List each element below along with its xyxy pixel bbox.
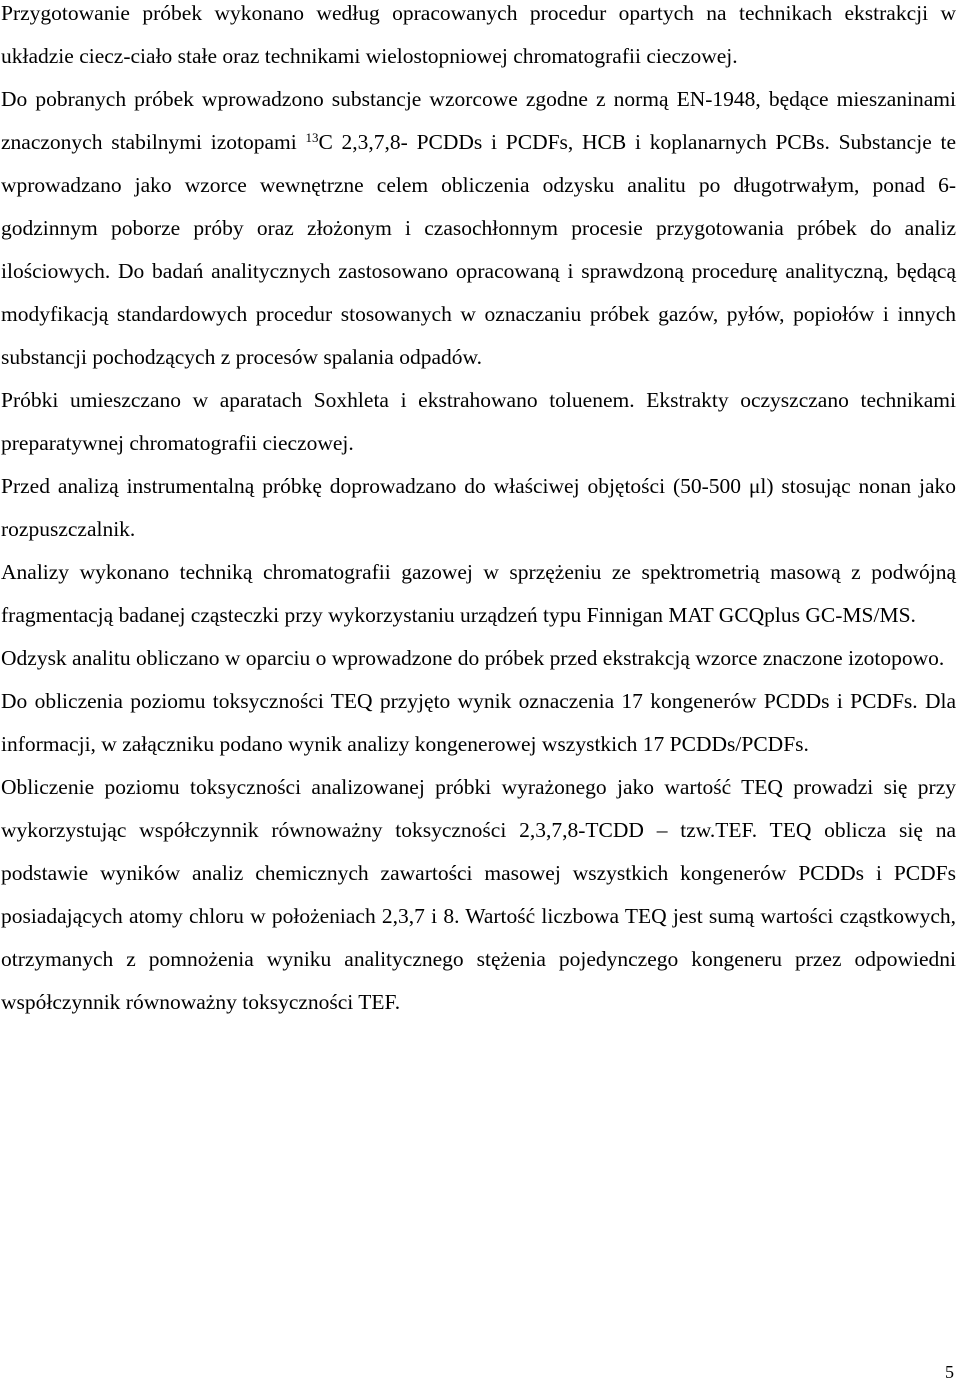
isotope-superscript: 13	[305, 130, 319, 145]
paragraph-internal-standards	[1, 78, 956, 379]
paragraph-soxhlet-extraction: Próbki umieszczano w aparatach Soxhleta i ekstrahowano toluenem. Ekstrakty oczyszczano technikami preparatywnej chromatografii cieczowej.	[1, 388, 956, 455]
paragraph-sample-preparation: Przygotowanie próbek wykonano według opracowanych procedur opartych na technikach ekstrakcji w układzie ciecz-ciało stałe oraz technikami wielostopniowej chromatografii cieczowej.	[1, 1, 956, 68]
document-body	[1, 0, 956, 1024]
paragraph-analyte-recovery: Odzysk analitu obliczano w oparciu o wprowadzone do próbek przed ekstrakcją wzorce znaczone izotopowo.	[1, 646, 945, 670]
paragraph-internal-standards-part-2: C 2,3,7,8- PCDDs i PCDFs, HCB i koplanarnych PCBs. Substancje te wprowadzano jako wzorce wewnętrzne celem obliczenia odzysku analitu po długotrwałym, ponad 6-godzinnym poborze próby oraz złożonym i czasochłonnym procesie przygotowania próbek do analiz ilościowych. Do badań analitycznych zastosowano opracowaną i sprawdzoną procedurę analityczną, będącą modyfikacją standardowych procedur stosowanych w oznaczaniu próbek gazów, pyłów, popiołów i innych substancji pochodzących z procesów spalania odpadów.	[1, 130, 956, 369]
paragraph-instrumental-analysis-prep: Przed analizą instrumentalną próbkę doprowadzano do właściwej objętości (50-500 μl) stosując nonan jako rozpuszczalnik.	[1, 474, 956, 541]
page-number: 5	[945, 1362, 954, 1382]
paragraph-teq-calculation: Obliczenie poziomu toksyczności analizowanej próbki wyrażonego jako wartość TEQ prowadzi się przy wykorzystując współczynnik równoważny toksyczności 2,3,7,8-TCDD – tzw.TEF. TEQ oblicza się na podstawie wyników analiz chemicznych zawartości masowej wszystkich kongenerów PCDDs i PCDFs posiadających atomy chloru w położeniach 2,3,7 i 8. Wartość liczbowa TEQ jest sumą wartości cząstkowych, otrzymanych z pomnożenia wyniku analitycznego stężenia pojedynczego kongeneru przez odpowiedni współczynnik równoważny toksyczności TEF.	[1, 775, 956, 1014]
paragraph-internal-standards-part-1: Do pobranych próbek wprowadzono substancje wzorcowe zgodne z normą EN-1948, będące mieszaninami znaczonych stabilnymi izotopami	[1, 87, 956, 154]
paragraph-teq-congeners: Do obliczenia poziomu toksyczności TEQ przyjęto wynik oznaczenia 17 kongenerów PCDDs i PCDFs. Dla informacji, w załączniku podano wynik analizy kongenerowej wszystkich 17 PCDDs/PCDFs.	[1, 689, 956, 756]
paragraph-gc-ms-analysis: Analizy wykonano techniką chromatografii gazowej w sprzężeniu ze spektrometrią masową z podwójną fragmentacją badanej cząsteczki przy wykorzystaniu urządzeń typu Finnigan MAT GCQplus GC-MS/MS.	[1, 560, 956, 627]
